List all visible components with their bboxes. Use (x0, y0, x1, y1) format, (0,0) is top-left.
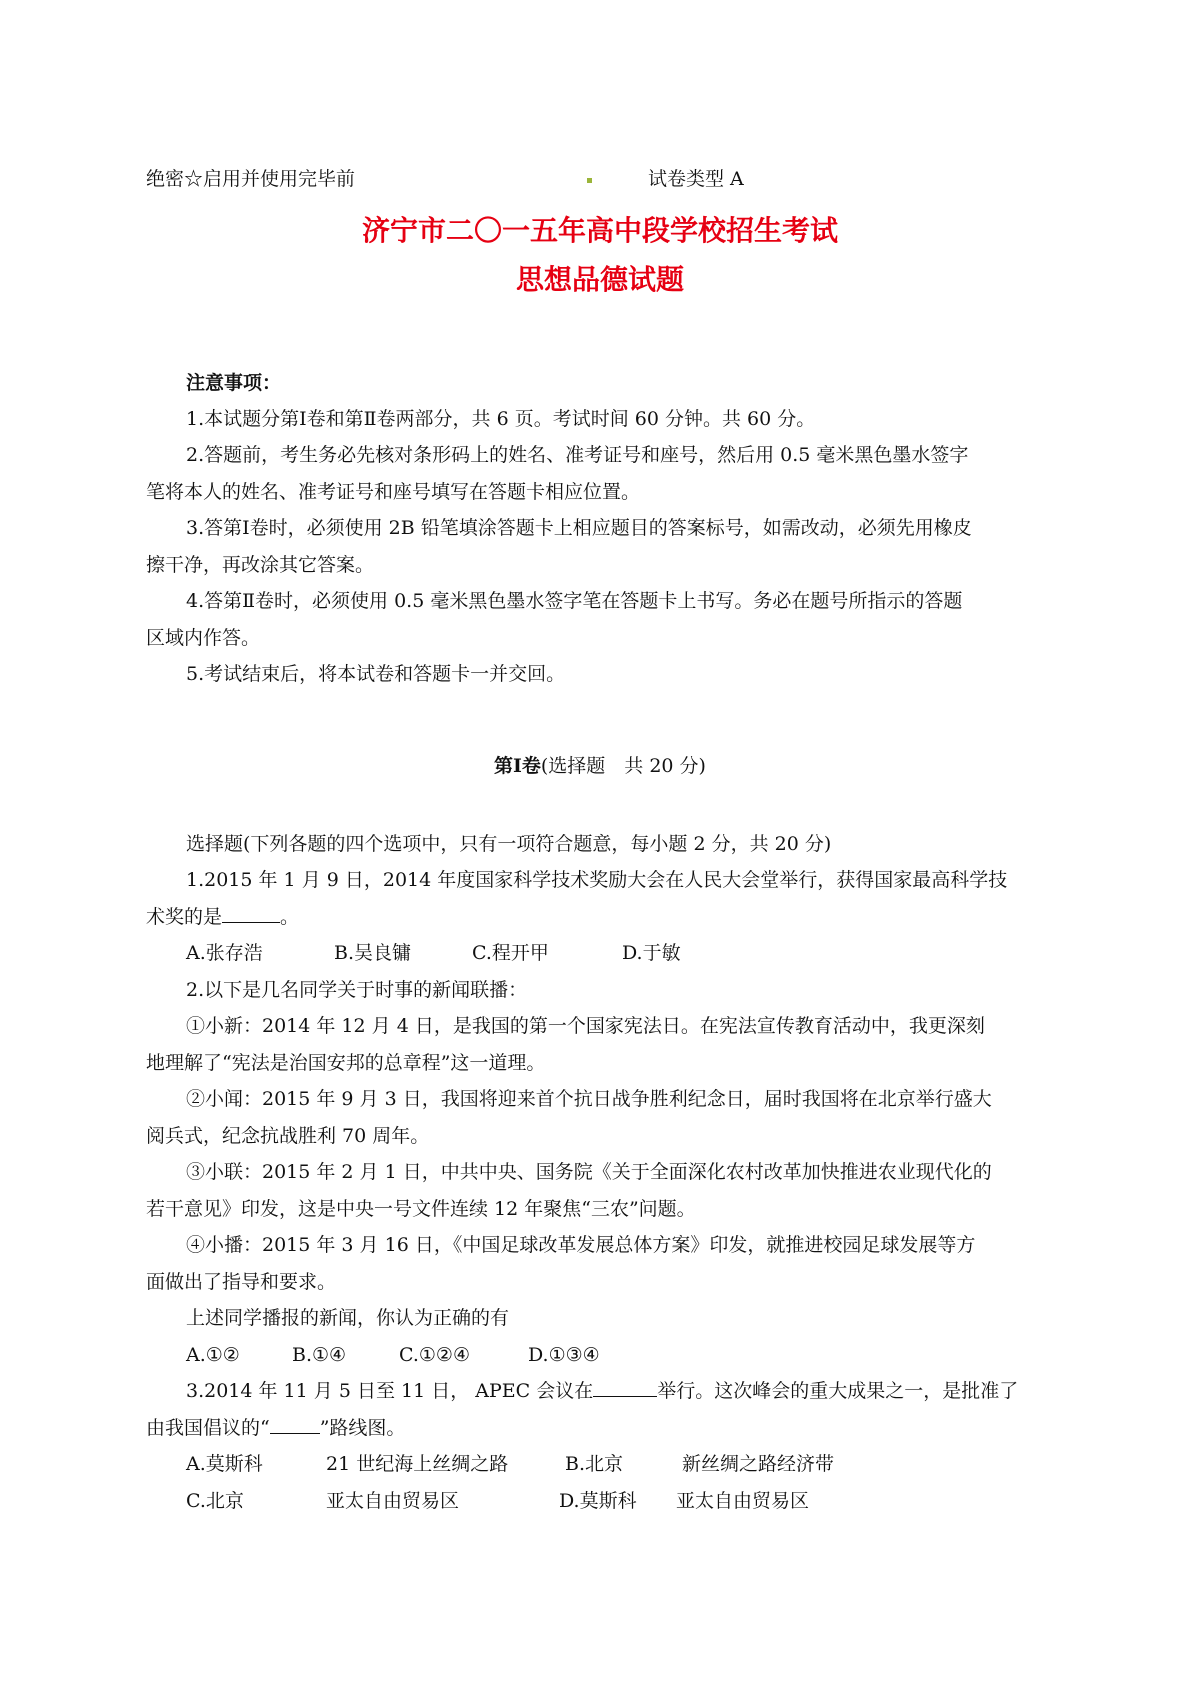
subject-title: 思想品德试题 (515, 263, 684, 296)
answer-blank (222, 904, 280, 923)
notice-heading: 注意事项： (186, 372, 282, 394)
notice-item: 笔将本人的姓名、准考证号和座号填写在答题卡相应位置。 (146, 481, 641, 503)
q3-options-ab (186, 1451, 946, 1477)
q3-option-c-letter: C.北京 (186, 1490, 244, 1512)
q2-option-a: A.①② (186, 1344, 240, 1366)
answer-blank (270, 1415, 320, 1434)
q2-option-c: C.①②④ (399, 1344, 470, 1366)
q3-option-a-text: 21 世纪海上丝绸之路 (326, 1453, 509, 1475)
q3-line1 (186, 1378, 1018, 1404)
q1-line2-suffix: 。 (280, 906, 300, 928)
exam-title: 济宁市二〇一五年高中段学校招生考试 (361, 214, 838, 247)
secret-label: 绝密☆启用并使用完毕前 (146, 168, 356, 190)
q3-option-a-letter: A.莫斯科 (186, 1453, 263, 1475)
notice-item: 区域内作答。 (146, 627, 261, 649)
q2-line: ①小新：2014 年 12 月 4 日，是我国的第一个国家宪法日。在宪法宣传教育活动中，我更深刻 (186, 1015, 985, 1037)
q2-option-d: D.①③④ (528, 1344, 600, 1366)
q2-line: 若干意见》印发，这是中央一号文件连续 12 年聚焦“三农”问题。 (146, 1198, 696, 1220)
q2-line: 阅兵式，纪念抗战胜利 70 周年。 (146, 1125, 430, 1147)
q3-line1-prefix: 3.2014 年 11 月 5 日至 11 日， APEC 会议在 (186, 1380, 594, 1402)
instructions: 选择题(下列各题的四个选项中，只有一项符合题意，每小题 2 分，共 20 分) (186, 833, 832, 855)
notice-item: 4.答第Ⅱ卷时，必须使用 0.5 毫米黑色墨水签字笔在答题卡上书写。务必在题号所指示的答题 (186, 590, 963, 612)
notice-item: 2.答题前，考生务必先核对条形码上的姓名、准考证号和座号，然后用 0.5 毫米黑色墨水签字 (186, 444, 969, 466)
notice-item: 1.本试题分第Ⅰ卷和第Ⅱ卷两部分，共 6 页。考试时间 60 分钟。共 60 分。 (186, 408, 816, 430)
q3-line2-prefix: 由我国倡议的“ (146, 1417, 270, 1439)
q3-line1-suffix: 举行。这次峰会的重大成果之一，是批准了 (657, 1380, 1019, 1402)
notice-item: 擦干净，再改涂其它答案。 (146, 554, 375, 576)
q1-line2 (146, 904, 299, 930)
paper-type: 试卷类型 A (648, 168, 744, 190)
q3-line2 (146, 1415, 405, 1441)
q1-option-b: B.吴良镛 (334, 942, 412, 964)
q1-option-d: D.于敏 (622, 942, 681, 964)
q1-option-c: C.程开甲 (472, 942, 549, 964)
decorative-dot (587, 178, 592, 183)
q2-line: 地理解了“宪法是治国安邦的总章程”这一道理。 (146, 1052, 546, 1074)
q3-option-b-letter: B.北京 (565, 1453, 624, 1475)
notice-item: 3.答第Ⅰ卷时，必须使用 2B 铅笔填涂答题卡上相应题目的答案标号，如需改动，必须先用橡皮 (186, 517, 972, 539)
q2-question: 上述同学播报的新闻，你认为正确的有 (186, 1307, 510, 1329)
q3-options-cd (186, 1488, 946, 1514)
q2-option-b: B.①④ (292, 1344, 347, 1366)
q1-line1: 1.2015 年 1 月 9 日，2014 年度国家科学技术奖励大会在人民大会堂举行，获得国家最高科学技 (186, 869, 1008, 891)
q2-line: ③小联：2015 年 2 月 1 日，中共中央、国务院《关于全面深化农村改革加快推进农业现代化的 (186, 1161, 992, 1183)
section-title-rest: (选择题 共 20 分) (540, 755, 706, 777)
q2-line: ②小闻：2015 年 9 月 3 日，我国将迎来首个抗日战争胜利纪念日，届时我国将在北京举行盛大 (186, 1088, 992, 1110)
q3-option-d-text: 亚太自由贸易区 (676, 1490, 810, 1512)
q3-option-d-letter: D.莫斯科 (559, 1490, 637, 1512)
section-title-bold: 第Ⅰ卷 (494, 755, 541, 777)
q1-options (186, 940, 681, 966)
section-title (0, 753, 1200, 779)
q3-option-b-text: 新丝绸之路经济带 (682, 1453, 835, 1475)
q2-stem: 2.以下是几名同学关于时事的新闻联播： (186, 979, 528, 1001)
answer-blank (593, 1378, 657, 1397)
q2-options (186, 1342, 600, 1368)
q1-line2-prefix: 术奖的是 (146, 906, 223, 928)
notice-item: 5.考试结束后，将本试卷和答题卡一并交回。 (186, 663, 566, 685)
q2-line: 面做出了指导和要求。 (146, 1271, 337, 1293)
q2-line: ④小播：2015 年 3 月 16 日，《中国足球改革发展总体方案》印发，就推进校园足球发展等方 (186, 1234, 976, 1256)
q3-line2-suffix: ”路线图。 (319, 1417, 406, 1439)
q1-option-a: A.张存浩 (186, 942, 263, 964)
q3-option-c-text: 亚太自由贸易区 (326, 1490, 460, 1512)
